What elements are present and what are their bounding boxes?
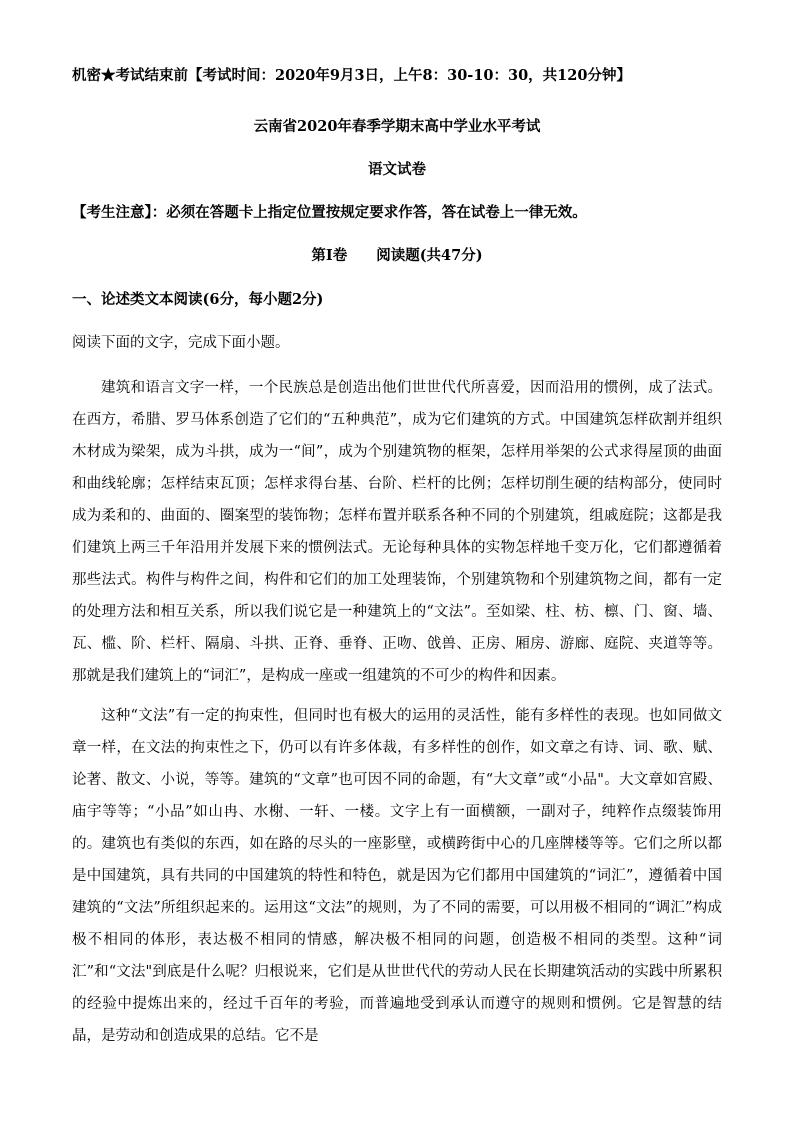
- confidential-exam-time-line: 机密★考试结束前【考试时间：2020年9月3日，上午8：30-10：30，共120分钟】: [72, 67, 631, 84]
- section-heading: 一、论述类文本阅读(6分，每小题2分): [72, 291, 324, 308]
- candidate-notice: 【考生注意】：必须在答题卡上指定位置按规定要求作答，答在试卷上一律无效。: [72, 204, 587, 221]
- reading-paragraph-1: 建筑和语言文字一样，一个民族总是创造出他们世世代代所喜爱，因而沿用的惯例，成了法式。在西方，希腊、罗马体系创造了它们的“五种典范”，成为它们建筑的方式。中国建筑怎样砍割并组织木材成为梁架，成为斗拱，成为一“间”，成为个别建筑物的框架，怎样用举架的公式求得屋顶的曲面和曲线轮廓；怎样结束瓦顶；怎样求得台基、台阶、栏杆的比例；怎样切削生硬的结构部分，使同时成为柔和的、曲面的、圈案型的装饰物；怎样布置并联系各种不同的个别建筑，组戚庭院；这都是我们建筑上两三千年沿用并发展下来的惯例法式。无论每种具体的实物怎样地千变万化，它们都遵循着那些法式。构件与构件之间，构件和它们的加工处理装饰，个别建筑物和个别建筑物之间，都有一定的处理方法和相互关系，所以我们说它是一种建筑上的“文法”。至如梁、柱、枋、檩、门、窗、墙、瓦、槛、阶、栏杆、隔扇、斗拱、正脊、垂脊、正吻、戗兽、正房、厢房、游廊、庭院、夹道等等。那就是我们建筑上的“词汇”，是构成一座或一组建筑的不可少的构件和因素。: [72, 380, 722, 684]
- exam-title: 云南省2020年春季学期末高中学业水平考试: [253, 118, 541, 135]
- volume-heading: 第Ⅰ卷 阅读题(共47分): [311, 247, 483, 264]
- subject-title: 语文试卷: [368, 161, 426, 178]
- reading-paragraph-2: 这种“文法”有一定的拘束性，但同时也有极大的运用的灵活性，能有多样性的表现。也如同做文章一样，在文法的拘束性之下，仍可以有许多体裁，有多样性的创作，如文章之有诗、词、歌、赋、论著、散文、小说，等等。建筑的“文章”也可因不同的命题，有“大文章”或“小品"。大文章如宫殿、庙宇等等；“小品”如山冉、水榭、一轩、一楼。文字上有一面横额，一副对子，纯粹作点缀装饰用的。建筑也有类似的东西，如在路的尽头的一座影壁，或横跨街中心的几座牌楼等等。它们之所以都是中国建筑，具有共同的中国建筑的特性和特色，就是因为它们都用中国建筑的“词汇”，遵循着中国建筑的“文法”所组织起来的。运用这“文法”的规则，为了不同的需要，可以用极不相同的“调汇”构成极不相同的体形，表达极不相同的情感，解决极不相同的问题，创造极不相同的类型。这种“词汇”和“文法"到底是什么呢？归根说来，它们是从世世代代的劳动人民在长期建筑活动的实践中所累积的经验中提炼出来的，经过千百年的考验，而普遍地受到承认而遵守的规则和惯例。它是智慧的结晶，是劳动和创造成果的总结。它不是: [72, 708, 722, 1044]
- reading-instruction: 阅读下面的文字，完成下面小题。: [72, 335, 290, 351]
